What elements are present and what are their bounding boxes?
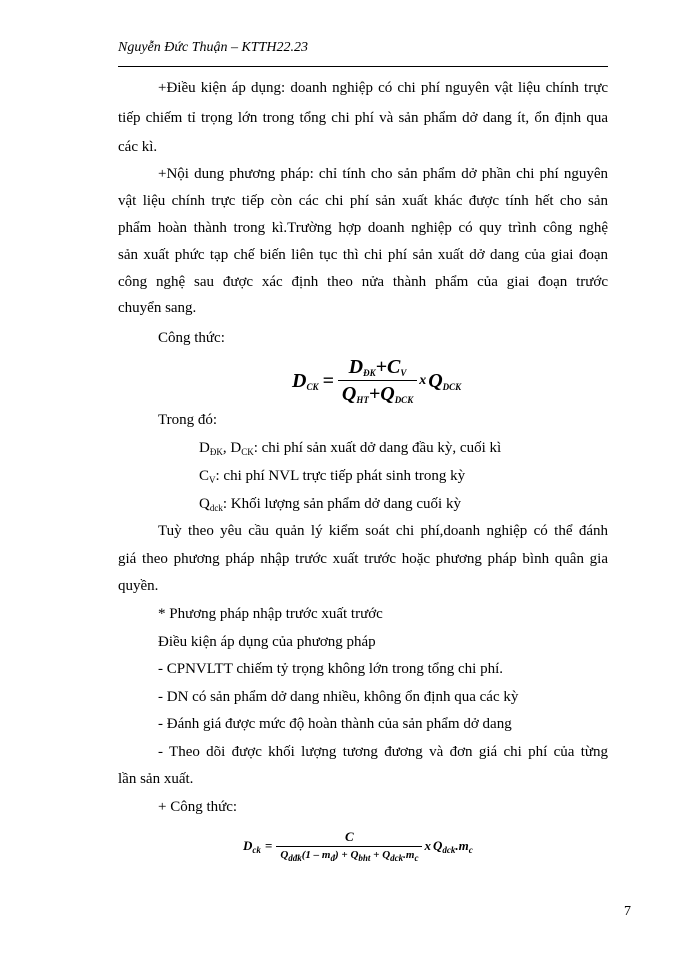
running-header: Nguyễn Đức Thuận – KTTH22.23 — [118, 40, 309, 55]
trong-do-label: Trong đó: — [158, 412, 218, 428]
definition-dk-ck: $D_{ĐK}$, $D_{CK}$: chi phí sản xuất dở dang đầu kỳ, cuối kì — [199, 440, 502, 457]
formula-fifo-fraction: $\frac{C}{Q_{dđk}(1 - m_đ) + Q_{bht} + Q_{dck}.m_c}$ — [276, 829, 422, 863]
p3-line-1: Tuỳ theo yêu cầu quản lý kiểm soát chi phí,doanh nghiệp có thể đánh — [158, 523, 608, 539]
p1-line-2: tiếp chiếm tỉ trọng lớn trong tổng chi phí và sản phẩm dở dang ít, ổn định qua — [118, 110, 608, 126]
p1-line-1: +Điều kiện áp dụng: doanh nghiệp có chi phí nguyên vật liệu chính trực — [158, 80, 608, 96]
page-number: 7 — [624, 904, 631, 919]
bullet-4-line-1: - Theo dõi được khối lượng tương đương và đơn giá chi phí của từng — [158, 744, 608, 760]
definition-cv: $C_V$: chi phí NVL trực tiếp phát sinh trong kỳ — [199, 468, 466, 485]
p3-line-2: giá theo phương pháp nhập trước xuất trước hoặc phương pháp bình quân gia — [118, 551, 608, 567]
formula-dck: $D_{CK}$ = $\frac{D_{ĐK}+C_V}{Q_{HT}+Q_{DCK}}$ x $Q_{DCK}$ — [292, 356, 462, 405]
p3-line-3: quyền. — [118, 578, 159, 594]
p2-line-5: công nghệ sau được xác định theo nửa thành phẩm của giai đoạn trước — [118, 274, 608, 290]
p2-line-2: vật liệu chính trực tiếp còn các chi phí sản xuất khác được tính hết cho sản — [118, 193, 608, 209]
p2-line-3: phẩm hoàn thành trong kì.Trường hợp doanh nghiệp có quy trình công nghệ — [118, 220, 608, 236]
bullet-4-line-2: lần sản xuất. — [118, 771, 194, 787]
header-rule — [118, 66, 608, 67]
bullet-2: - DN có sản phẩm dở dang nhiều, không ổn định qua các kỳ — [158, 689, 519, 705]
cong-thuc-label-2: + Công thức: — [158, 799, 238, 815]
p2-line-4: sản xuất phức tạp chế biến liên tục thì chi phí sản xuất dở dang của giai đoạn — [118, 247, 608, 263]
cong-thuc-label: Công thức: — [158, 330, 225, 346]
p2-line-6: chuyển sang. — [118, 300, 197, 316]
p1-line-3: các kì. — [118, 139, 158, 155]
conditions-heading: Điều kiện áp dụng của phương pháp — [158, 634, 376, 650]
p2-line-1: +Nội dung phương pháp: chỉ tính cho sản phẩm dở phần chi phí nguyên — [158, 166, 608, 182]
formula-dck-fraction: $\frac{D_{ĐK}+C_V}{Q_{HT}+Q_{DCK}}$ — [338, 356, 417, 406]
bullet-1: - CPNVLTT chiếm tỷ trọng không lớn trong tổng chi phí. — [158, 661, 503, 677]
formula-fifo: $D_{ck}$ = $\frac{C}{Q_{dđk}(1 - m_đ) + Q_{bht} + Q_{dck}.m_c}$ x $Q_{dck}.m_c$ — [243, 829, 473, 863]
bullet-3: - Đánh giá được mức độ hoàn thành của sản phẩm dở dang — [158, 716, 512, 732]
fifo-heading: * Phương pháp nhập trước xuất trước — [158, 606, 383, 622]
definition-qdck: $Q_{dck}$: Khối lượng sản phẩm dở dang cuối kỳ — [199, 496, 461, 513]
